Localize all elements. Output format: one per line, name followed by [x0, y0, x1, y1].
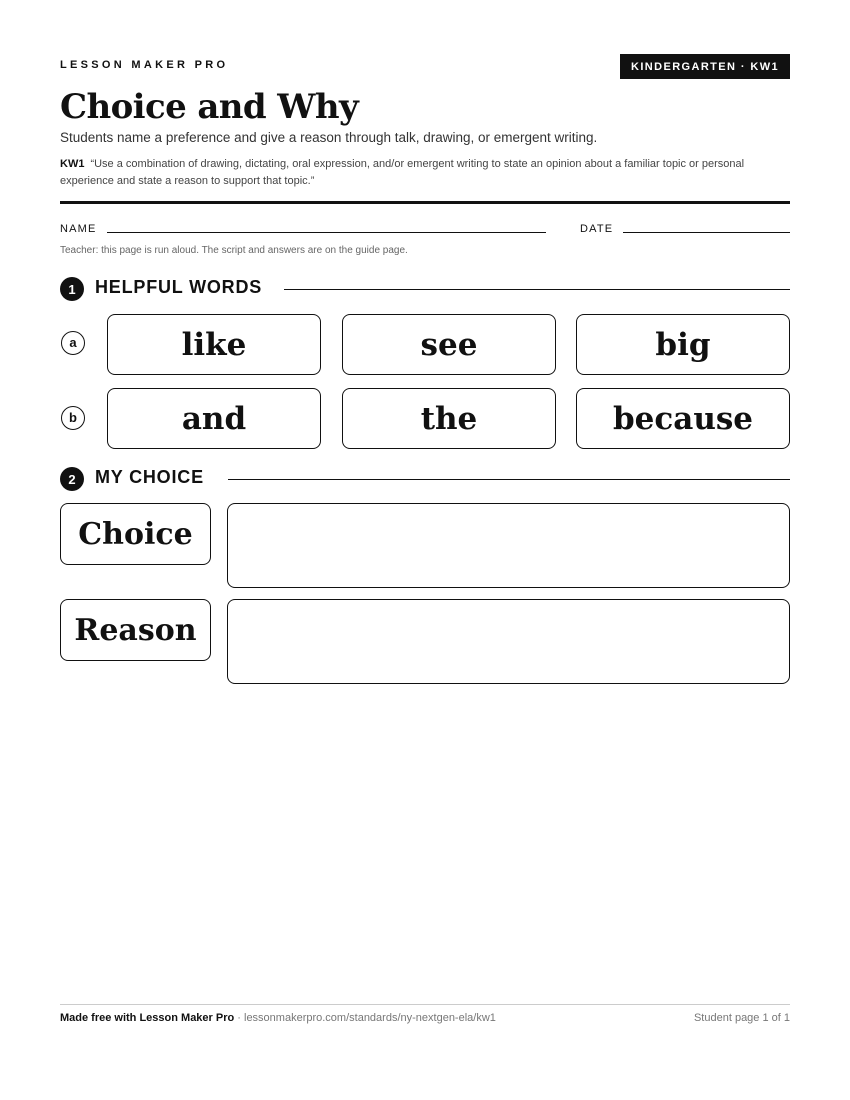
- word-card: like: [107, 314, 321, 375]
- word-card: big: [576, 314, 790, 375]
- row-marker-b: b: [61, 406, 85, 430]
- section-1-number: 1: [60, 277, 84, 301]
- footer-url[interactable]: · lessonmakerpro.com/standards/ny-nextgen-ela/kw1: [234, 1012, 496, 1024]
- date-field[interactable]: [623, 232, 790, 233]
- teacher-note: Teacher: this page is run aloud. The script and answers are on the guide page.: [60, 245, 408, 256]
- footer-made-with: Made free with Lesson Maker Pro: [60, 1012, 235, 1024]
- standard-statement: [60, 156, 790, 190]
- choice-label: Choice: [60, 503, 211, 565]
- row-marker-a: a: [61, 331, 85, 355]
- word-card: see: [342, 314, 556, 375]
- section-2-rule: [228, 479, 790, 480]
- word-card: and: [107, 388, 321, 449]
- section-1-title: HELPFUL WORDS: [95, 277, 263, 297]
- standard-code: KW1: [60, 158, 85, 170]
- word-card: the: [342, 388, 556, 449]
- section-1-rule: [284, 289, 790, 290]
- name-label: NAME: [60, 223, 97, 235]
- reason-label: Reason: [60, 599, 211, 661]
- word-card: because: [576, 388, 790, 449]
- name-field[interactable]: [107, 232, 546, 233]
- choice-answer-box[interactable]: [227, 503, 790, 588]
- footer-divider: [60, 1004, 790, 1005]
- section-2-title: MY CHOICE: [95, 467, 204, 487]
- header-divider: [60, 201, 790, 204]
- standard-text: “Use a combination of drawing, dictating, oral expression, and/or emergent writing to state an opinion about a familiar topic or personal experience and state a reason to support that topic.”: [60, 158, 745, 187]
- date-label: DATE: [580, 223, 614, 235]
- footer-credit: [60, 1012, 496, 1024]
- page-subtitle: Students name a preference and give a reason through talk, drawing, or emergent writing.: [60, 130, 598, 145]
- brand-name: LESSON MAKER PRO: [60, 59, 229, 71]
- page-title: Choice and Why: [60, 87, 359, 127]
- section-2-number: 2: [60, 467, 84, 491]
- footer-page-number: Student page 1 of 1: [693, 1012, 790, 1024]
- grade-badge: KINDERGARTEN · KW1: [620, 54, 790, 79]
- reason-answer-box[interactable]: [227, 599, 790, 684]
